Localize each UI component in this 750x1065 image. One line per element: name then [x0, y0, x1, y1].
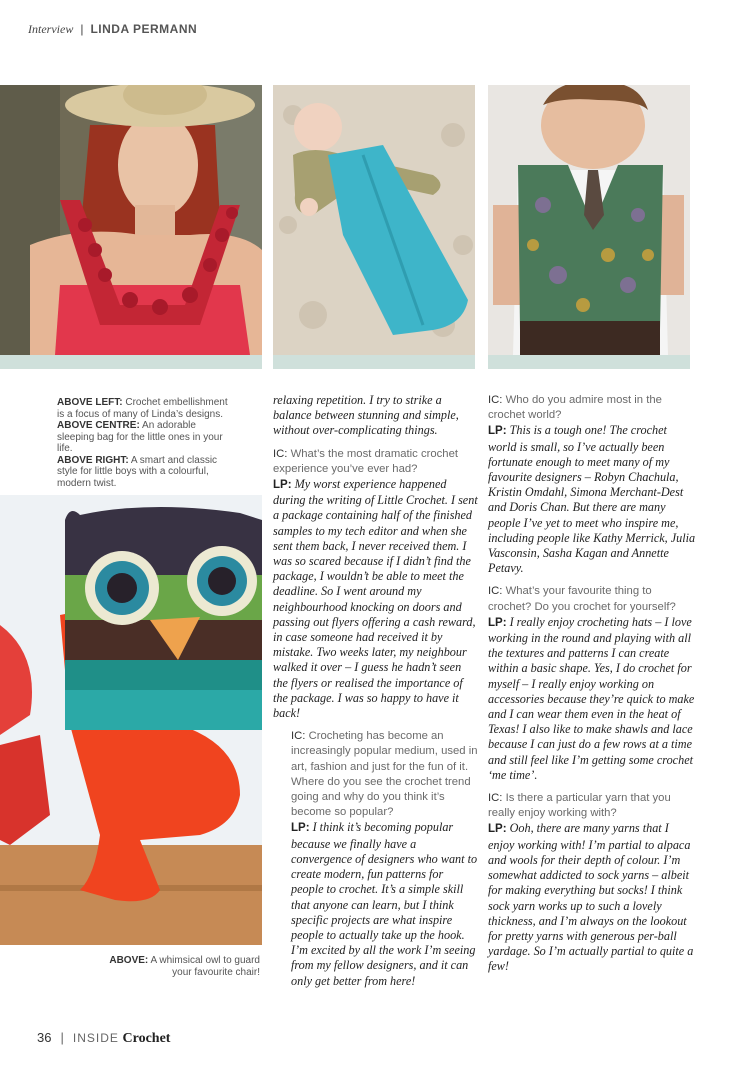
caption-label: ABOVE:: [109, 955, 149, 966]
owl-caption: [100, 955, 260, 978]
owl-photo-illustration: [0, 495, 262, 945]
caption-label: ABOVE RIGHT:: [57, 454, 129, 466]
magazine-name-prefix: INSIDE: [72, 1031, 119, 1045]
answer-text: Ooh, there are many yarns that I enjoy working with! I’m partial to alpaca and wools for their depth of colour. I’m somewhat addicted to sock yarns – albeit for making everything but socks! I think sock yarn works up to such a lovely thickness, and I’m always on the lookout for pretty yarns with generous per-ball yardage. So I’m actually partial to quite a few!: [488, 821, 694, 974]
question-text: Crocheting has become an increasingly popular medium, used in art, fashion and just for the fun of it. Where do you see the crochet trend going and why do you think it’s become so popular?: [291, 730, 478, 819]
answer-text: My worst experience happened during the writing of Little Crochet. I sent a package containing half of the finished samples to my tech editor and when she sent them back, I never received them. I was so scared because if I didn’t find the package, I wouldn’t be able to meet the deadline. So I went around my neighbourhood knocking on doors and passing out flyers offering a cash reward, in case someone had received it by mistake. Two weeks later, my neighbour walked it over – I guess he hadn’t seen the flyers or realised the importance of the package. I was so happy to have it back!: [273, 477, 478, 721]
section-label: Interview: [28, 22, 74, 36]
question-text: Who do you admire most in the crochet world?: [488, 394, 662, 422]
running-header: [28, 22, 197, 37]
ic-label: IC:: [488, 394, 503, 406]
question-dramatic-experience: [273, 447, 478, 477]
answer-favourite-thing: [488, 615, 698, 783]
question-crochet-popularity: [273, 729, 478, 820]
answer-text: This is a tough one! The crochet world is small, so I’ve actually been fortunate enough to meet many of my favourite designers – Robyn Chachula, Kristin Omdahl, Simona Merchant-Dest and Doris Chan. But there are many people I’ve yet to meet who inspire me, including people like Kathy Merrick, Julia Vasconsin, Sasha Kagan and Annette Petavy.: [488, 423, 696, 576]
top-photo-captions: [57, 397, 229, 489]
answer-admire: [488, 423, 698, 576]
ic-label: IC:: [488, 792, 503, 805]
answer-yarn: [488, 821, 698, 974]
article-column-centre: [273, 393, 478, 989]
lp-label: LP:: [488, 616, 507, 629]
question-favourite-thing: [488, 584, 698, 614]
question-text: What’s the most dramatic crochet experience you’ve ever had?: [273, 447, 459, 475]
photo-boy-vest: [488, 85, 690, 355]
question-admire: [488, 393, 698, 423]
lp-label: LP:: [291, 822, 310, 835]
question-text: What’s your favourite thing to crochet? Do you crochet for yourself?: [488, 585, 676, 613]
caption-text: Crochet embellishment is a focus of many of Linda’s designs.: [57, 397, 228, 420]
page-footer: [37, 1030, 170, 1047]
article-column-right: [488, 393, 698, 975]
answer-crochet-popularity: [273, 820, 478, 988]
page-number: 36: [37, 1030, 52, 1045]
photo-frame-strip-right: [488, 355, 690, 369]
ic-label: IC:: [488, 585, 503, 598]
photo-woman-embellished-top: [0, 85, 262, 355]
interviewee-name: LINDA PERMANN: [90, 22, 198, 36]
question-yarn: [488, 791, 698, 821]
magazine-name: Crochet: [122, 1031, 171, 1046]
photo-frame-strip-left: [0, 355, 262, 369]
caption-text: A whimsical owl to guard your favourite chair!: [150, 955, 260, 978]
ic-label: IC:: [273, 447, 288, 460]
header-divider: |: [80, 22, 84, 36]
photo-owl-cushion: [0, 495, 262, 945]
ic-label: IC:: [291, 730, 306, 743]
answer-text: I really enjoy crocheting hats – I love working in the round and playing with all the textures and patterns I can create within a basic shape. Yes, I do crochet for myself – I really enjoy working on accessories because they’re quick to make and I can wear them even in the heat of Texas! I also like to make shawls and lace because I can just do a few rows at a time and still feel like I’m getting some crochet ‘me time’.: [488, 614, 695, 782]
caption-above-right: [57, 455, 229, 490]
caption-above-centre: [57, 420, 229, 455]
woman-photo-illustration: [0, 85, 262, 355]
photo-baby-sleeping-bag: [273, 85, 475, 355]
footer-divider: |: [60, 1030, 64, 1045]
caption-text: An adorable sleeping bag for the little ones in your life.: [57, 420, 223, 454]
answer-text: I think it’s becoming popular because we finally have a convergence of designers who want to create modern, fun patterns for people to crochet. It’s a simple skill that anyone can learn, but I think specific projects are what inspire people to actually take up the hook. I’m excited by all the work I’m seeing from my fellow designers, and it can only get better from here!: [291, 820, 478, 988]
caption-label: ABOVE CENTRE:: [57, 420, 140, 431]
sleeping-bag-photo-illustration: [273, 85, 475, 355]
lp-label: LP:: [488, 425, 507, 438]
continued-paragraph: relaxing repetition. I try to strike a balance between stunning and simple, without over-complicating things.: [273, 393, 459, 438]
vest-photo-illustration: [488, 85, 690, 355]
caption-text: A smart and classic style for little boys with a colourful, modern twist.: [57, 454, 218, 489]
caption-label: ABOVE LEFT:: [57, 397, 123, 408]
answer-dramatic-experience: [273, 477, 478, 721]
photo-frame-strip-centre: [273, 355, 475, 369]
caption-above-left: [57, 397, 229, 420]
lp-label: LP:: [273, 479, 292, 492]
lp-label: LP:: [488, 823, 507, 836]
question-text: Is there a particular yarn that you really enjoy working with?: [488, 792, 671, 820]
